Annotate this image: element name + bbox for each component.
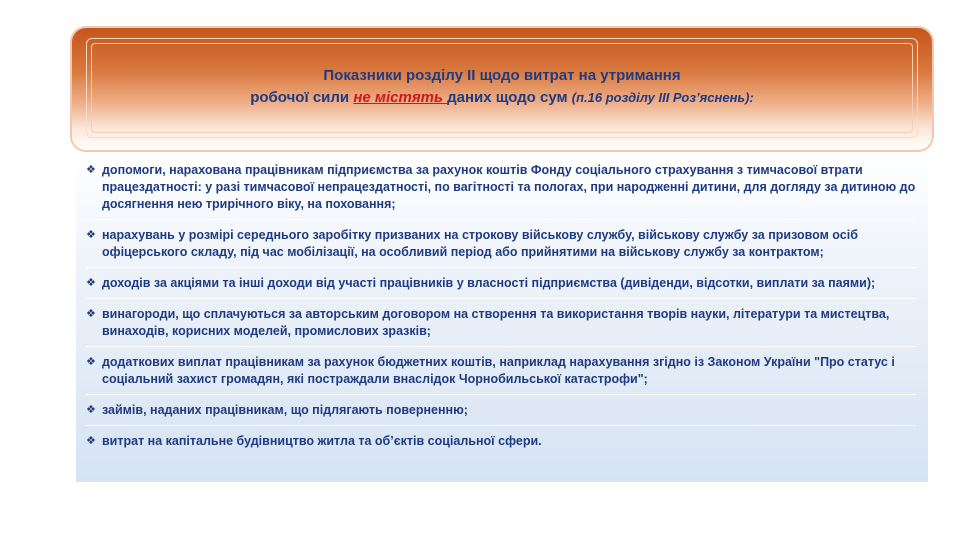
diamond-bullet-icon: ❖ <box>86 435 96 447</box>
list-item <box>86 159 916 220</box>
list-item-text: нарахувань у розмірі середнього заробітку призваних на строкову військову службу, військову службу за призовом осіб офіцерського складу, під час мобілізації, на особливий період або прийнятими на військову службу за контрактом; <box>102 228 858 259</box>
title-emphasis: не містять <box>353 89 448 106</box>
list-item <box>86 399 916 426</box>
list-item <box>86 351 916 395</box>
diamond-bullet-icon: ❖ <box>86 164 96 176</box>
title-line-2-suffix: даних щодо сум <box>447 89 572 106</box>
bullet-list <box>86 159 916 460</box>
content-panel <box>76 153 928 482</box>
slide-title <box>72 65 932 109</box>
diamond-bullet-icon: ❖ <box>86 356 96 368</box>
list-item-text: винагороди, що сплачуються за авторським договором на створення та використання творів науки, літератури та мистецтва, винаходів, корисних моделей, промислових зразків; <box>102 307 890 338</box>
diamond-bullet-icon: ❖ <box>86 277 96 289</box>
list-item-text: займів, наданих працівникам, що підлягають поверненню; <box>102 403 468 417</box>
list-item-text: додаткових виплат працівникам за рахунок бюджетних коштів, наприклад нарахування згідно із Законом України "Про статус і соціальний захист громадян, які постраждали внаслідок Чорнобильської катастрофи"; <box>102 355 895 386</box>
diamond-bullet-icon: ❖ <box>86 308 96 320</box>
list-item-text: витрат на капітальне будівництво житла та об’єктів соціальної сфери. <box>102 434 542 448</box>
title-banner <box>72 28 932 150</box>
list-item <box>86 303 916 347</box>
list-item <box>86 224 916 268</box>
list-item-text: доходів за акціями та інші доходи від участі працівників у власності підприємства (дивіденди, відсотки, виплати за паями); <box>102 276 876 290</box>
title-line-2-prefix: робочої сили <box>250 89 354 106</box>
list-item <box>86 272 916 299</box>
title-line-2 <box>72 87 932 109</box>
title-line-1: Показники розділу ІІ щодо витрат на утримання <box>323 67 681 84</box>
list-item <box>86 430 916 456</box>
title-reference: (п.16 розділу ІІІ Роз’яснень): <box>571 90 754 105</box>
diamond-bullet-icon: ❖ <box>86 404 96 416</box>
list-item-text: допомоги, нарахована працівникам підприємства за рахунок коштів Фонду соціального страхування з тимчасової втрати працездатності: у разі тимчасової непрацездатності, по вагітності та пологах, при народженні дитини, для догляду за дитиною до досягнення нею трирічного віку, на поховання; <box>102 163 916 211</box>
diamond-bullet-icon: ❖ <box>86 229 96 241</box>
